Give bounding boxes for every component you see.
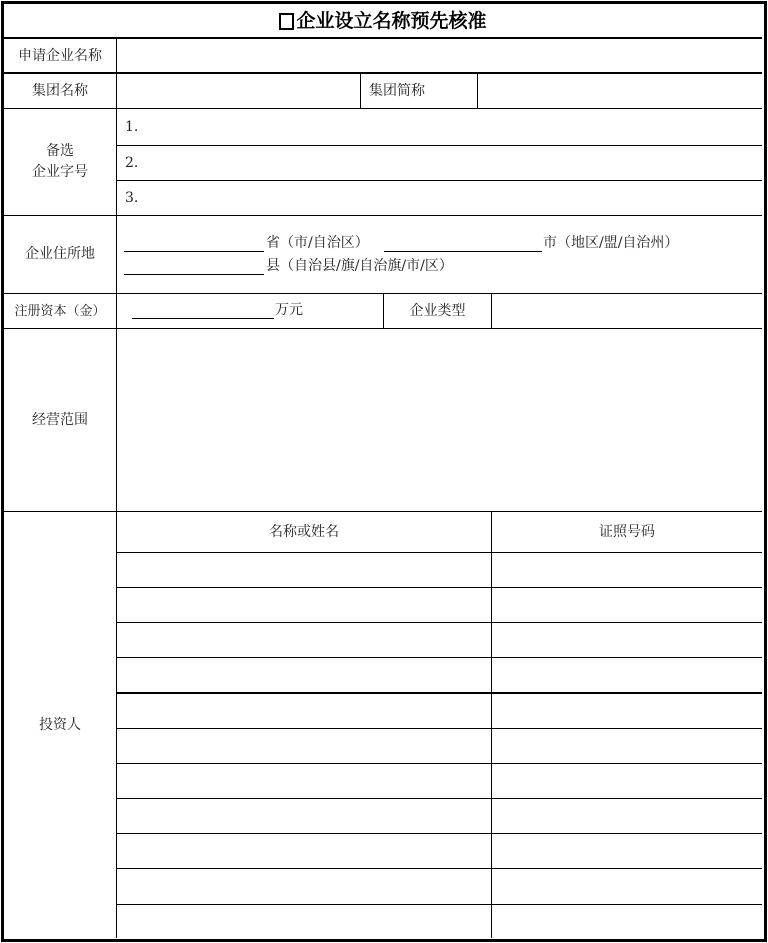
county-suffix: 县（自治县/旗/自治旗/市/区）: [266, 258, 453, 274]
investor-name-cell[interactable]: [117, 588, 491, 622]
alt-names-label: [4, 109, 116, 215]
alt-name-field-1[interactable]: [117, 109, 762, 145]
registered-capital-blank[interactable]: [132, 318, 274, 319]
investor-name-cell[interactable]: [117, 623, 491, 657]
investor-id-header: 证照号码: [599, 523, 655, 540]
investor-id-cell[interactable]: [492, 658, 762, 692]
investor-id-cell[interactable]: [492, 799, 762, 833]
group-name-label: 集团名称: [32, 82, 88, 99]
company-type-label: 企业类型: [409, 302, 466, 319]
applicant-name-label: 申请企业名称: [18, 47, 102, 64]
investors-label: 投资人: [39, 716, 81, 733]
investor-id-cell[interactable]: [492, 623, 762, 657]
investor-name-cell[interactable]: [117, 729, 491, 763]
county-blank[interactable]: [124, 274, 264, 275]
applicant-name-field[interactable]: [117, 39, 762, 73]
investor-id-cell[interactable]: [492, 764, 762, 798]
address-label: 企业住所地: [25, 246, 95, 262]
investor-id-cell[interactable]: [492, 729, 762, 763]
business-scope-field[interactable]: [117, 329, 762, 511]
group-short-name-field[interactable]: [478, 74, 762, 108]
group-short-name-label: 集团简称: [369, 82, 425, 99]
investor-name-cell[interactable]: [117, 869, 491, 904]
investor-id-cell[interactable]: [492, 694, 762, 728]
investor-name-cell[interactable]: [117, 553, 491, 587]
alt-names-label-line2: 企业字号: [32, 164, 88, 180]
group-name-field[interactable]: [117, 74, 360, 108]
investor-name-cell[interactable]: [117, 764, 491, 798]
city-blank[interactable]: [384, 251, 542, 252]
investor-id-cell[interactable]: [492, 905, 762, 938]
investor-name-header: 名称或姓名: [269, 523, 339, 540]
alt-name-field-3[interactable]: [117, 181, 762, 215]
alt-name-number: 1.: [125, 118, 139, 135]
investor-id-cell[interactable]: [492, 869, 762, 904]
investor-name-cell[interactable]: [117, 694, 491, 728]
alt-name-field-2[interactable]: [117, 146, 762, 180]
investor-name-cell[interactable]: [117, 658, 491, 692]
registered-capital-unit: 万元: [275, 302, 303, 318]
alt-names-label-line1: 备选: [46, 143, 74, 159]
investor-name-cell[interactable]: [117, 799, 491, 833]
investor-id-cell[interactable]: [492, 588, 762, 622]
investor-name-cell[interactable]: [117, 834, 491, 868]
divider: [4, 215, 762, 216]
form-title: [4, 4, 762, 38]
form-title-text: 企业设立名称预先核准: [296, 9, 487, 32]
investor-id-cell[interactable]: [492, 834, 762, 868]
city-suffix: 市（地区/盟/自治州）: [543, 235, 679, 251]
company-type-field[interactable]: [492, 294, 762, 328]
province-suffix: 省（市/自治区）: [266, 235, 369, 251]
alt-name-number: 2.: [125, 154, 139, 171]
investor-name-cell[interactable]: [117, 905, 491, 938]
checkbox-icon[interactable]: [279, 13, 294, 30]
investor-id-cell[interactable]: [492, 553, 762, 587]
alt-name-number: 3.: [125, 189, 139, 206]
province-blank[interactable]: [124, 251, 264, 252]
registered-capital-label: 注册资本（金）: [14, 303, 106, 319]
business-scope-label: 经营范围: [32, 411, 88, 428]
